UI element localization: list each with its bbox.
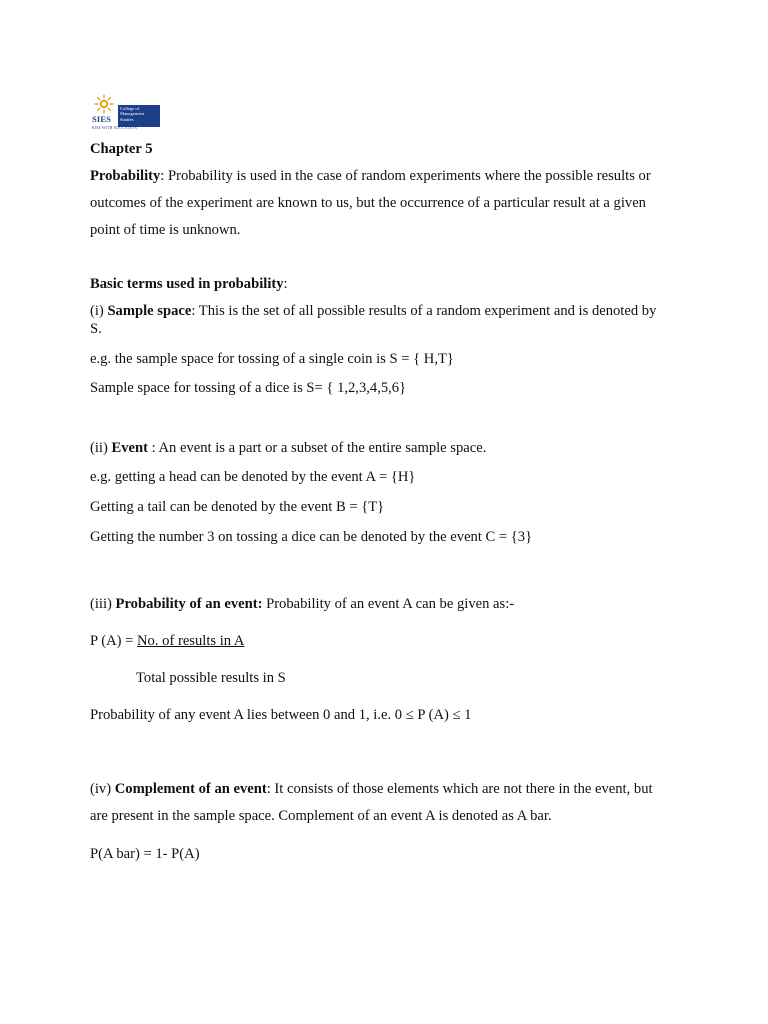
complement-term: Complement of an event: [114, 781, 267, 797]
event-example-1: e.g. getting a head can be denoted by the event A = {H}: [90, 469, 416, 485]
intro-line-1: Probability: Probability is used in the case of random experiments where the possible results or: [90, 168, 651, 184]
probability-formula: P (A) = No. of results in A: [90, 633, 245, 649]
formula-numerator: No. of results in A: [137, 633, 245, 649]
college-logo: [92, 94, 164, 132]
logo-tagline: RISE WITH EDUCATION: [92, 126, 138, 130]
sample-space-example-2: Sample space for tossing of a dice is S= { 1,2,3,4,5,6}: [90, 380, 407, 396]
sample-space-term: Sample space: [107, 303, 192, 319]
probability-event-line: (iii) Probability of an event: Probability of an event A can be given as:-: [90, 596, 515, 612]
basic-terms-heading: Basic terms used in probability:: [90, 276, 288, 292]
probability-range: Probability of any event A lies between 0 and 1, i.e. 0 ≤ P (A) ≤ 1: [90, 707, 472, 723]
intro-term: Probability: [90, 168, 161, 184]
complement-line-2: are present in the sample space. Complement of an event A is denoted as A bar.: [90, 808, 552, 824]
probability-event-term: Probability of an event:: [115, 596, 263, 612]
sample-space-line-2: S.: [90, 321, 102, 337]
sun-logo-icon: [94, 94, 114, 114]
complement-formula: P(A bar) = 1- P(A): [90, 846, 200, 862]
event-term: Event: [111, 440, 148, 456]
sample-space-line-1: (i) Sample space: This is the set of all possible results of a random experiment and is denoted by: [90, 303, 657, 319]
formula-denominator: Total possible results in S: [136, 670, 286, 686]
event-line: (ii) Event : An event is a part or a subset of the entire sample space.: [90, 440, 487, 456]
sample-space-example-1: e.g. the sample space for tossing of a single coin is S = { H,T}: [90, 351, 454, 367]
chapter-heading: Chapter 5: [90, 141, 153, 157]
logo-sies-text: SIES: [92, 114, 112, 124]
logo-box-text: College of Management Studies: [118, 105, 160, 127]
event-example-2: Getting a tail can be denoted by the event B = {T}: [90, 499, 385, 515]
intro-line-2: outcomes of the experiment are known to us, but the occurrence of a particular result at a given: [90, 195, 646, 211]
event-example-3: Getting the number 3 on tossing a dice can be denoted by the event C = {3}: [90, 529, 533, 545]
complement-line-1: (iv) Complement of an event: It consists of those elements which are not there in the event, but: [90, 781, 653, 797]
intro-line-3: point of time is unknown.: [90, 222, 241, 238]
